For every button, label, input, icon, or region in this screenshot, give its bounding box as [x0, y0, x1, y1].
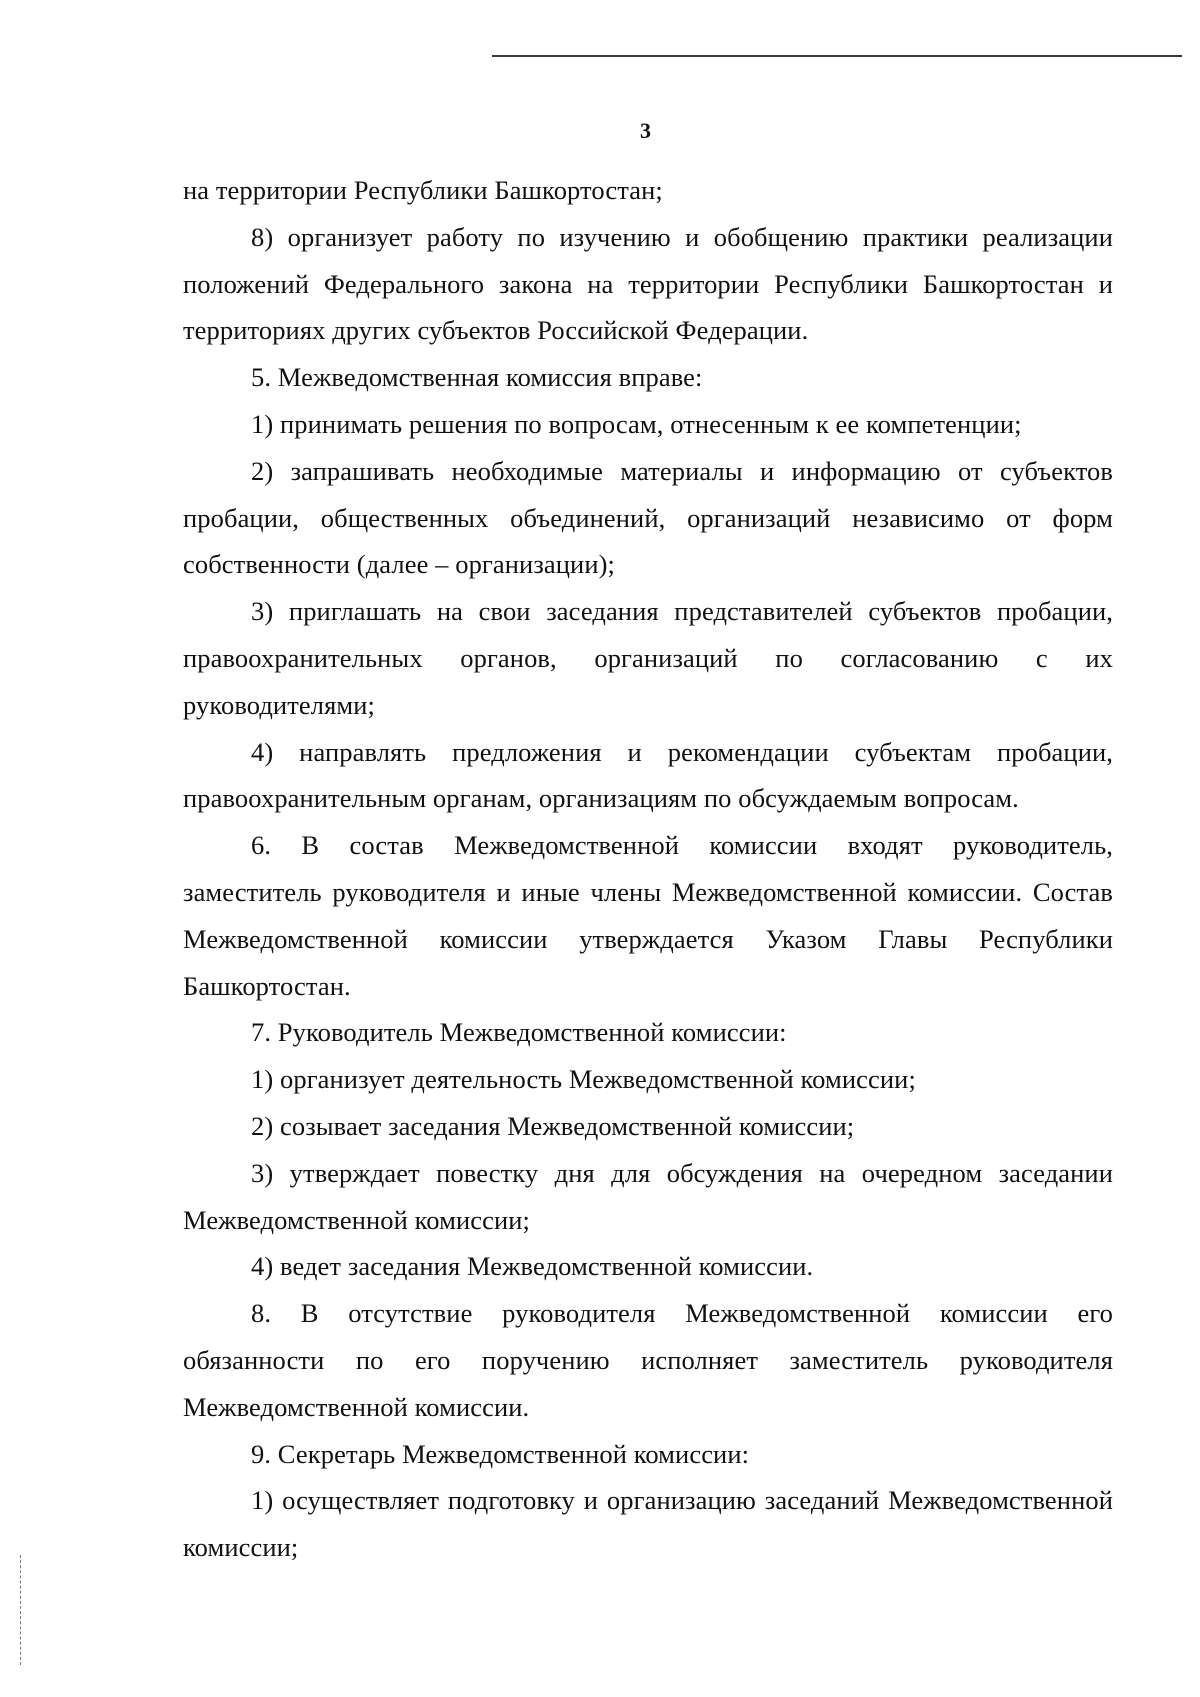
page-number: 3: [640, 118, 651, 143]
paragraph-section-9: 9. Секретарь Межведомственной комиссии:: [251, 1438, 750, 1469]
paragraph-item-5-1: 1) принимать решения по вопросам, отнесенным к ее компетенции;: [251, 408, 1022, 439]
paragraph-section-5: 5. Межведомственная комиссия вправе:: [251, 362, 703, 393]
scan-margin-mark: [20, 1555, 21, 1665]
paragraph-item-7-3: 3) утверждает повестку дня для обсуждения на очередном заседании Межведомственной комиссии;: [183, 1157, 1113, 1235]
paragraph-item-5-2: 2) запрашивать необходимые материалы и информацию от субъектов пробации, общественных объединений, организаций независимо от форм собственности (далее – организации);: [183, 455, 1113, 580]
paragraph-item-4-8: 8) организует работу по изучению и обобщению практики реализации положений Федерального закона на территории Республики Башкортостан и территориях других субъектов Российской Федерации.: [183, 221, 1113, 346]
paragraph-item-7-4: 4) ведет заседания Межведомственной комиссии.: [251, 1251, 814, 1282]
paragraph-item-5-4: 4) направлять предложения и рекомендации субъектам пробации, правоохранительным органам, организациям по обсуждаемым вопросам.: [183, 736, 1113, 814]
paragraph-continuation: на территории Республики Башкортостан;: [183, 175, 663, 205]
paragraph-section-8: 8. В отсутствие руководителя Межведомственной комиссии его обязанности по его поручению исполняет заместитель руководителя Межведомственной комиссии.: [183, 1298, 1113, 1422]
header-rule: [492, 55, 1182, 57]
paragraph-item-5-3: 3) приглашать на свои заседания представителей субъектов пробации, правоохранительных органов, организаций по согласованию с их руководителями;: [183, 596, 1113, 720]
paragraph-section-7: 7. Руководитель Межведомственной комиссии:: [251, 1017, 787, 1048]
paragraph-item-7-2: 2) созывает заседания Межведомственной комиссии;: [251, 1110, 855, 1141]
paragraph-item-7-1: 1) организует деятельность Межведомственной комиссии;: [251, 1064, 916, 1095]
paragraph-section-6: 6. В состав Межведомственной комиссии входят руководитель, заместитель руководителя и иные члены Межведомственной комиссии. Состав Межведомственной комиссии утверждается Указом Главы Республики Башкортостан.: [183, 830, 1113, 1001]
document-body: [183, 167, 1113, 1571]
paragraph-item-9-1: 1) осуществляет подготовку и организацию заседаний Межведомственной комиссии;: [183, 1485, 1113, 1563]
